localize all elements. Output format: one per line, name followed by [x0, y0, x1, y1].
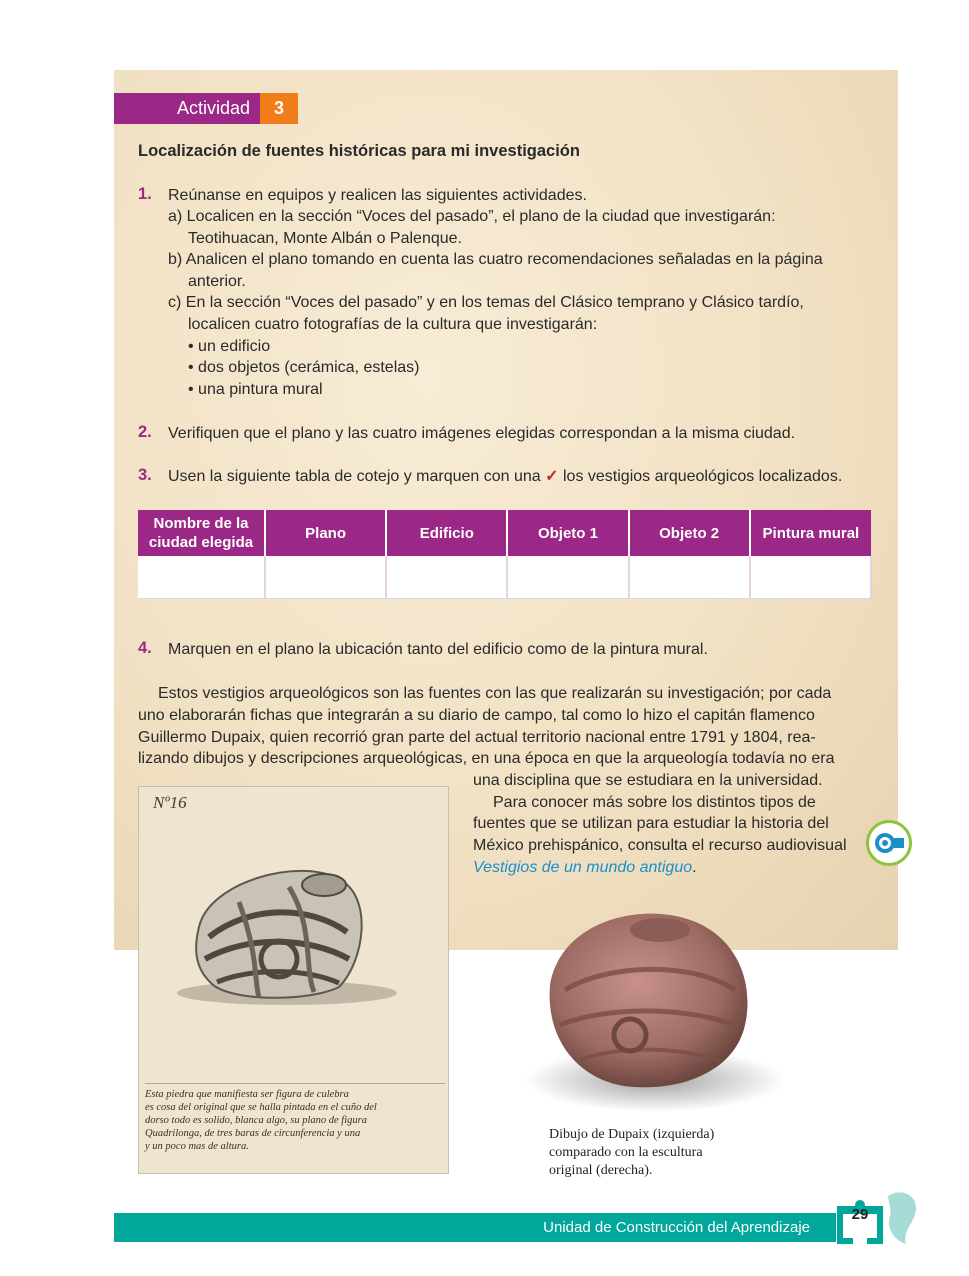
handwriting-line: dorso todo es solido, blanca algo, su plano de figura — [145, 1115, 367, 1126]
checklist-table — [138, 510, 872, 599]
activity-number: 3 — [260, 93, 298, 124]
sub-item-c: c) En la sección “Voces del pasado” y en los temas del Clásico temprano y Clásico tardío, — [168, 294, 804, 311]
handwriting-line: Esta piedra que manifiesta ser figura de culebra — [145, 1089, 349, 1100]
table-row — [138, 556, 871, 599]
table-cell[interactable] — [750, 556, 871, 599]
bullet-item: • un edificio — [188, 338, 271, 355]
page-number: 29 — [851, 1206, 869, 1223]
activity-heading: Localización de fuentes históricas para mi investigación — [138, 142, 580, 160]
paragraph-line: Estos vestigios arqueológicos son las fuentes con las que realizarán su investigación; por cada — [158, 685, 832, 702]
paragraph-line: una disciplina que se estudiara en la universidad. — [473, 772, 823, 789]
sub-item-a: a) Localicen en la sección “Voces del pasado”, el plano de la ciudad que investigarán: — [168, 208, 776, 225]
handwriting-line: y un poco mas de altura. — [145, 1141, 249, 1152]
caption-line: original (derecha). — [549, 1163, 653, 1178]
handwriting-line: Quadrilonga, de tres baras de circunferencia y una — [145, 1128, 361, 1139]
step-text-before: Usen la siguiente tabla de cotejo y marquen con una — [168, 468, 541, 485]
resource-link[interactable]: Vestigios de un mundo antiguo — [473, 859, 693, 876]
sub-item-b: b) Analicen el plano tomando en cuenta las cuatro recomendaciones señaladas en la página — [168, 251, 823, 268]
table-header: Objeto 1 — [507, 510, 628, 556]
step-number: 1. — [138, 185, 152, 203]
step-text: Reúnanse en equipos y realicen las siguientes actividades. — [168, 187, 587, 204]
paragraph-line: lizando dibujos y descripciones arqueológicas, en una época en que la arqueología todavía no era — [138, 750, 835, 767]
image-caption — [549, 1126, 714, 1180]
step-number: 4. — [138, 639, 152, 657]
paragraph-line: uno elaborarán fichas que integrarán a su diario de campo, tal como lo hizo el capitán flamenco — [138, 707, 815, 724]
paragraph-line: México prehispánico, consulta el recurso audiovisual — [473, 837, 847, 854]
checkmark-icon: ✓ — [545, 468, 559, 485]
table-header: Plano — [265, 510, 386, 556]
step-number: 2. — [138, 423, 152, 441]
footer-bar: Unidad de Construcción del Aprendizaje — [114, 1213, 836, 1242]
paragraph-line: Guillermo Dupaix, quien recorrió gran parte del actual territorio nacional entre 1791 y 1804, rea- — [138, 729, 816, 746]
audiovisual-resource-icon[interactable] — [866, 820, 912, 866]
table-header: Edificio — [386, 510, 507, 556]
step-text-after: los vestigios arqueológicos localizados. — [563, 468, 843, 485]
handwriting-line: es cosa del original que se halla pintada en el cuño del — [145, 1102, 377, 1113]
bullet-item: • una pintura mural — [188, 381, 323, 398]
caption-line: comparado con la escultura — [549, 1145, 703, 1160]
table-header: Pintura mural — [750, 510, 871, 556]
paragraph-line: fuentes que se utilizan para estudiar la historia del — [473, 815, 829, 832]
drawing-number-label: Nº16 — [153, 793, 187, 812]
step-text: Marquen en el plano la ubicación tanto del edificio como de la pintura mural. — [168, 641, 708, 658]
sub-item-a-cont: Teotihuacan, Monte Albán o Palenque. — [188, 230, 462, 247]
sculpture-photo-image — [510, 895, 790, 1115]
table-cell[interactable] — [265, 556, 386, 599]
activity-label: Actividad — [114, 93, 260, 124]
dupaix-drawing-image — [138, 786, 449, 1174]
bullet-item: • dos objetos (cerámica, estelas) — [188, 359, 420, 376]
table-cell[interactable] — [507, 556, 628, 599]
caption-line: Dibujo de Dupaix (izquierda) — [549, 1127, 715, 1142]
paragraph-end: . — [692, 859, 697, 876]
step-text: Verifiquen que el plano y las cuatro imágenes elegidas correspondan a la misma ciudad. — [168, 425, 796, 442]
table-cell[interactable] — [138, 556, 265, 599]
table-cell[interactable] — [629, 556, 750, 599]
sub-item-b-cont: anterior. — [188, 273, 246, 290]
paragraph-line — [473, 857, 697, 879]
paragraph-line: Para conocer más sobre los distintos tipos de — [493, 794, 816, 811]
table-header: Nombre de la ciudad elegida — [138, 510, 265, 556]
table-header: Objeto 2 — [629, 510, 750, 556]
sub-item-c-cont: localicen cuatro fotografías de la cultura que investigarán: — [188, 316, 598, 333]
step-text — [168, 466, 842, 488]
step-number: 3. — [138, 466, 152, 484]
glyph-decoration-icon — [884, 1186, 920, 1250]
drawing-handwritten-text — [145, 1083, 445, 1153]
table-cell[interactable] — [386, 556, 507, 599]
